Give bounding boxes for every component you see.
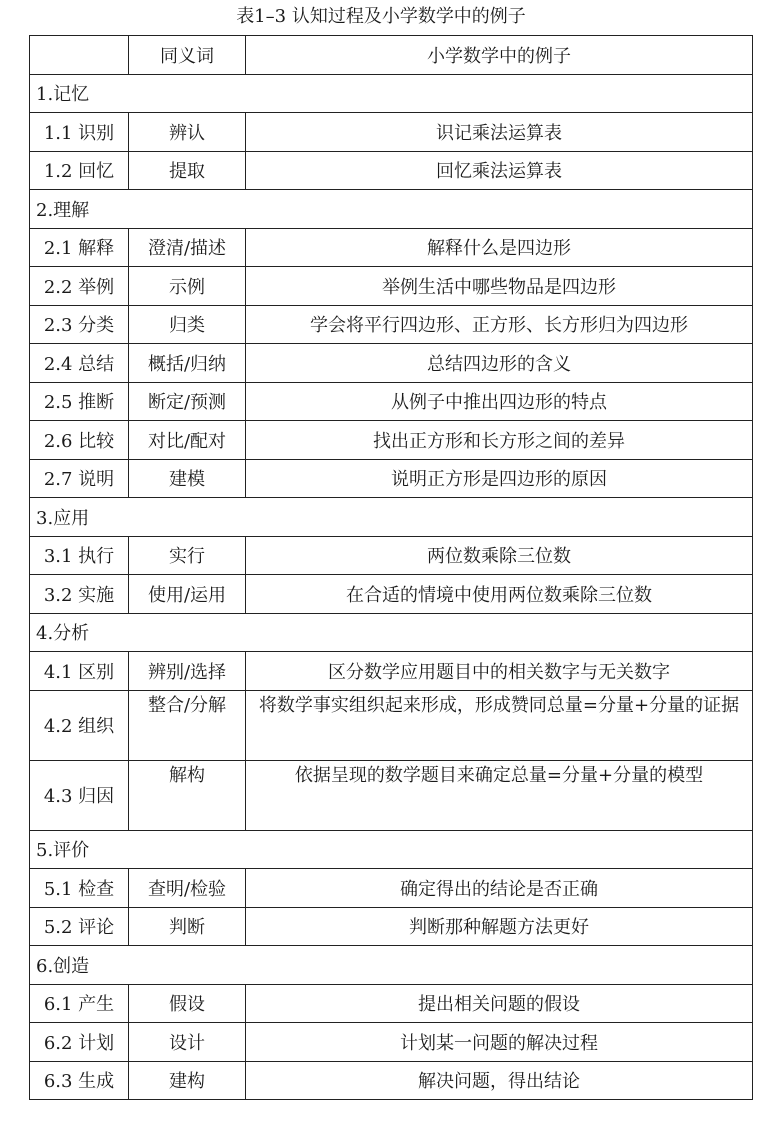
table-row [30, 305, 753, 344]
example-cell: 识记乘法运算表 [246, 113, 753, 152]
section-row [30, 74, 753, 113]
table-row [30, 151, 753, 190]
section-title: 4.分析 [30, 613, 753, 652]
process-cell: 2.4 总结 [30, 344, 129, 383]
section-title: 6.创造 [30, 946, 753, 985]
process-cell: 6.3 生成 [30, 1061, 129, 1100]
synonym-cell: 提取 [129, 151, 246, 190]
process-cell: 1.1 识别 [30, 113, 129, 152]
table-row [30, 344, 753, 383]
process-cell: 5.2 评论 [30, 907, 129, 946]
process-cell: 4.3 归因 [30, 760, 129, 830]
example-cell: 提出相关问题的假设 [246, 984, 753, 1023]
process-cell: 4.1 区别 [30, 652, 129, 691]
table-row [30, 1023, 753, 1062]
synonym-cell: 概括/归纳 [129, 344, 246, 383]
process-cell: 6.1 产生 [30, 984, 129, 1023]
synonym-cell: 辨别/选择 [129, 652, 246, 691]
table-row [30, 113, 753, 152]
synonym-cell: 建模 [129, 459, 246, 498]
synonym-cell: 解构 [129, 760, 246, 830]
example-cell: 解决问题，得出结论 [246, 1061, 753, 1100]
process-cell: 5.1 检查 [30, 869, 129, 908]
table-row [30, 459, 753, 498]
process-cell: 1.2 回忆 [30, 151, 129, 190]
table-row [30, 869, 753, 908]
section-row [30, 946, 753, 985]
process-cell: 2.6 比较 [30, 421, 129, 460]
synonym-cell: 设计 [129, 1023, 246, 1062]
synonym-cell: 判断 [129, 907, 246, 946]
header-example: 小学数学中的例子 [246, 36, 753, 75]
synonym-cell: 查明/检验 [129, 869, 246, 908]
synonym-cell: 使用/运用 [129, 575, 246, 614]
example-cell: 学会将平行四边形、正方形、长方形归为四边形 [246, 305, 753, 344]
section-title: 5.评价 [30, 830, 753, 869]
example-cell: 确定得出的结论是否正确 [246, 869, 753, 908]
header-synonym: 同义词 [129, 36, 246, 75]
example-cell: 将数学事实组织起来形成，形成赞同总量=分量+分量的证据 [246, 690, 753, 760]
example-cell: 判断那种解题方法更好 [246, 907, 753, 946]
example-cell: 在合适的情境中使用两位数乘除三位数 [246, 575, 753, 614]
synonym-cell: 辨认 [129, 113, 246, 152]
synonym-cell: 建构 [129, 1061, 246, 1100]
example-cell: 区分数学应用题目中的相关数字与无关数字 [246, 652, 753, 691]
process-cell: 3.2 实施 [30, 575, 129, 614]
example-cell: 从例子中推出四边形的特点 [246, 382, 753, 421]
cognitive-process-table [29, 35, 753, 1100]
example-cell: 计划某一问题的解决过程 [246, 1023, 753, 1062]
synonym-cell: 整合/分解 [129, 690, 246, 760]
example-cell: 总结四边形的含义 [246, 344, 753, 383]
table-row [30, 267, 753, 306]
process-cell: 3.1 执行 [30, 536, 129, 575]
process-cell: 6.2 计划 [30, 1023, 129, 1062]
section-row [30, 498, 753, 537]
synonym-cell: 归类 [129, 305, 246, 344]
example-cell: 找出正方形和长方形之间的差异 [246, 421, 753, 460]
process-cell: 4.2 组织 [30, 690, 129, 760]
example-cell: 说明正方形是四边形的原因 [246, 459, 753, 498]
example-cell: 两位数乘除三位数 [246, 536, 753, 575]
example-cell: 解释什么是四边形 [246, 228, 753, 267]
process-cell: 2.3 分类 [30, 305, 129, 344]
process-cell: 2.1 解释 [30, 228, 129, 267]
section-title: 2.理解 [30, 190, 753, 229]
table-row [30, 228, 753, 267]
table-caption: 表1–3 认知过程及小学数学中的例子 [236, 6, 526, 27]
table-row [30, 1061, 753, 1100]
section-title: 3.应用 [30, 498, 753, 537]
section-row [30, 190, 753, 229]
table-row [30, 760, 753, 830]
synonym-cell: 澄清/描述 [129, 228, 246, 267]
process-cell: 2.7 说明 [30, 459, 129, 498]
synonym-cell: 断定/预测 [129, 382, 246, 421]
table-row [30, 536, 753, 575]
table-row [30, 984, 753, 1023]
table-row [30, 652, 753, 691]
synonym-cell: 示例 [129, 267, 246, 306]
example-cell: 回忆乘法运算表 [246, 151, 753, 190]
synonym-cell: 假设 [129, 984, 246, 1023]
example-cell: 依据呈现的数学题目来确定总量=分量+分量的模型 [246, 760, 753, 830]
table-row [30, 907, 753, 946]
table-row [30, 421, 753, 460]
section-row [30, 613, 753, 652]
table-row [30, 575, 753, 614]
section-title: 1.记忆 [30, 74, 753, 113]
synonym-cell: 实行 [129, 536, 246, 575]
table-row [30, 382, 753, 421]
synonym-cell: 对比/配对 [129, 421, 246, 460]
process-cell: 2.2 举例 [30, 267, 129, 306]
table-header-row [30, 36, 753, 75]
example-cell: 举例生活中哪些物品是四边形 [246, 267, 753, 306]
header-process [30, 36, 129, 75]
process-cell: 2.5 推断 [30, 382, 129, 421]
section-row [30, 830, 753, 869]
table-row [30, 690, 753, 760]
